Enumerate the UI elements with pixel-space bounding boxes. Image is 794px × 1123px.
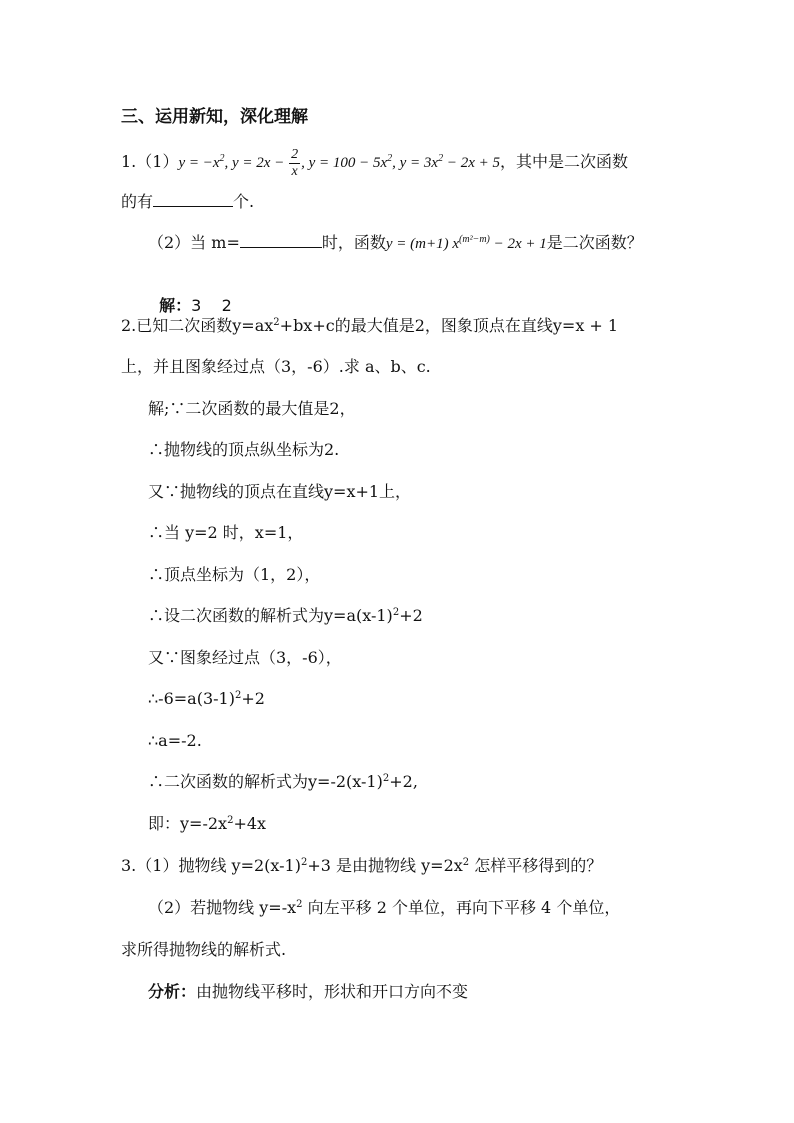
q2-step-1: 解;∵二次函数的最大值是2， xyxy=(148,399,356,418)
q2-line2: 上，并且图象经过点（3，-6）.求 a、b、c. xyxy=(121,357,431,376)
q1-number: 1. xyxy=(121,152,137,171)
q2-step-4: ∴当 y=2 时，x=1， xyxy=(148,523,304,542)
q3-line2: （2）若抛物线 $y=-x^2$ 向左平移 2 个单位，再向下平移 4 个单位， xyxy=(148,898,621,917)
q2-step-8: $\therefore-6=a(3-1)^2+2$ xyxy=(148,689,265,708)
q1-part2-formula: y = (m+1) $x^{(m^2-m)} - 2x + 1$ xyxy=(385,234,547,252)
q1-tail: ，其中是二次函数 xyxy=(499,152,628,171)
q2-step-10: ∴二次函数的解析式为$y=-2(x-1)^2+2$, xyxy=(148,772,418,791)
q1-sep-3: , xyxy=(392,155,400,171)
q2-step-7: 又∵图象经过点（3，-6）， xyxy=(148,648,342,667)
q1-formula-4: $y = 3x^2 - 2x + 5$ xyxy=(399,153,500,171)
q2-step-5: ∴顶点坐标为（1，2）， xyxy=(148,565,321,584)
q1-sep-2: , xyxy=(301,155,309,171)
q2-step-11: 即：$y=-2x^2+4x$ xyxy=(148,814,267,833)
q1-part2 xyxy=(148,231,643,255)
q1-answer-values: 3 2 xyxy=(191,296,232,315)
q1-line1 xyxy=(121,140,628,184)
q1-answer-label: 解： xyxy=(159,296,192,315)
section-title: 三、运用新知，深化理解 xyxy=(121,107,308,127)
q1-part2-mid: 时，函数 xyxy=(321,233,386,252)
q1-fraction: $\frac{2}{x}$ xyxy=(291,147,299,180)
q3-line3: 求所得抛物线的解析式. xyxy=(121,940,287,959)
q3-analysis-text: 由抛物线平移时，形状和开口方向不变 xyxy=(196,982,469,1001)
q1-sep-1: , xyxy=(224,155,233,171)
q1-answer xyxy=(148,273,232,317)
q2-line1: 2.已知二次函数$y=ax^2+bx+c$的最大值是2，图象顶点在直线y=x + 1 xyxy=(121,316,619,335)
q3-analysis xyxy=(148,981,468,1003)
q1-line2 xyxy=(121,190,254,213)
q1-formula-3: $y = 100 - 5x^2$ xyxy=(308,153,393,171)
q3-line1: 3.（1）抛物线 $y=2(x-1)^2+3$ 是由抛物线 $y=2x^2$ 怎样平移得到的？ xyxy=(121,856,603,875)
q1-part2-label: （2）当 m= xyxy=(148,233,240,252)
q2-step-9: ∴a=-2. xyxy=(148,731,202,750)
q1-formula-1: $y = -x^2$ xyxy=(178,153,225,171)
q1-answer-blank-1[interactable] xyxy=(153,190,233,207)
q1-part1-label: （1） xyxy=(136,152,179,171)
q1-answer-blank-2[interactable] xyxy=(240,231,322,248)
q1-line2-tail: 个. xyxy=(233,192,255,211)
q3-analysis-label: 分析： xyxy=(148,982,197,1001)
q1-formula-2: y = 2x − $\frac{2}{x}$ xyxy=(232,147,299,180)
q2-step-3: 又∵抛物线的顶点在直线y=x+1上， xyxy=(148,482,412,501)
q1-line2-text: 的有 xyxy=(121,192,154,211)
q2-step-2: ∴抛物线的顶点纵坐标为2. xyxy=(148,440,340,459)
q1-part2-tail: 是二次函数？ xyxy=(546,233,643,252)
q2-step-6: ∴设二次函数的解析式为$y=a(x-1)^2+2$ xyxy=(148,606,423,625)
